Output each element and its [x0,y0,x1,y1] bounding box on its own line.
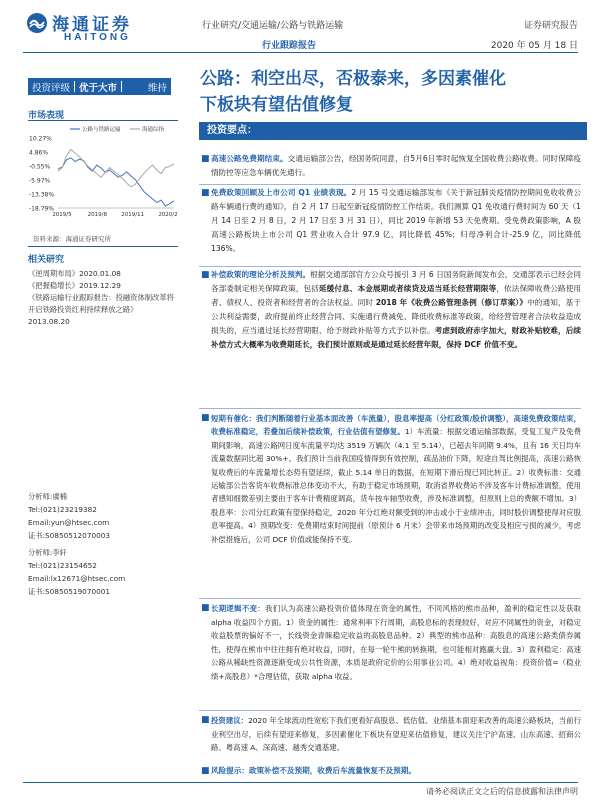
analyst-email[interactable]: Email:yun@htsec.com [28,518,110,527]
related-item[interactable]: 《把握稳增长》2019.12.29 [28,281,121,290]
analyst-name: 分析师:虞楠 [28,492,67,501]
bullet-icon: ■ [201,603,210,613]
x-tick-label: 2019/8 [87,212,108,218]
point-body: 交通运输部公告，经国务院同意，自5月6日零时起恢复全国收费公路收费。同时保障疫情防控等应急车辆优先通行。 [211,154,581,177]
x-tick-label: 2020/2 [158,212,178,218]
haitong-logo-icon [26,12,48,34]
series-line [58,150,174,187]
rating-value: 优于大市 [79,82,118,94]
side-divider [28,120,178,121]
point-emphasis: 考虑到政府赤字加大，财政补贴较难，后续补偿方式大概率为收费期延长，我们预计原则或是通过延长经营年限，保持 DCF 价值不变。 [211,326,581,349]
point-divider [199,598,581,599]
analyst-tel: Tel:(021)23154652 [28,561,97,570]
point-heading: 短期有催化：我们判断随着行业基本面改善（车流量），股息率提高（分红政策/股价调整），高速免费政策结束，收费标准稳定，若叠加后续补偿政策，行业估值有望修复。 [211,414,581,437]
related-research-title: 相关研究 [28,255,65,265]
legend-label: 海通综指 [142,127,165,133]
x-tick-label: 2019/11 [121,212,145,218]
point-heading: 长期逻辑不变： [211,604,266,613]
y-tick-label: -0.55% [29,163,51,171]
y-tick-label: -5.97% [29,177,51,185]
rating-status: 维持 [147,82,167,94]
brand-name-en: HAITONG [64,32,131,43]
side-divider [28,246,178,247]
footer-divider [23,782,578,783]
risk-warning: 风险提示：政策补偿不及预期，收费后车流量恢复不及预期。 [211,766,417,775]
report-date: 2020 年 05 月 18 日 [490,41,578,51]
bullet-icon: ■ [201,766,210,776]
brand-name-cn: 海通证券 [52,15,132,35]
point-body: 2020 年全球流动性宽松下我们更看好高股息、低估值、业绩基本面迎来改善的高速公路板块，当前行业利空出尽，后续有望迎来修复，多因素催化下板块有望迎来估值修复，建议关注宁沪高速、山东高速、招商公路、粤高速 A、深高速、越秀交通基建。 [211,716,581,753]
market-performance-title: 市场表现 [28,111,65,121]
key-point [199,412,581,546]
report-title-line: 下板块有望估值修复 [200,95,353,115]
point-heading: 补偿政策的理论分析及预判。 [211,270,311,279]
analyst-cert: 证书:S0850519070001 [28,587,111,596]
x-tick-label: 2019/5 [52,212,72,218]
bullet-icon: ■ [201,413,210,423]
point-body: 中的通知，基于公共利益需要，政府提前终止经营合同、实施通行费减免、降低收费标准等政策，给经营管理者合法收益造成损失的，应当通过延长经营期限、给予财政补贴等方式予以补偿。 [211,298,581,335]
footer-disclaimer: 请务必阅读正文之后的信息披露和法律声明 [426,787,578,796]
header-divider [23,52,578,53]
report-type: 证券研究报告 [523,21,578,31]
point-body: 1）车流量：根据交通运输部数据，受复工复产及免费期间影响，高速公路网日度车流量平均达 3519 万辆次（4.1 至 5.14），已超去年同期 9.4%，且有 16 天日均车流量数据同比超 30%+。我们预计当前我国疫情得到有效控制，疏品油价下降，短途自驾比例提高，高速公路恢复收费后的车流量增长态势有望延续，截止 5.14 单日的数据，在短期下滑后现已同比转正。2）收费标准：交通运输部公告客货车收费标准总体变动不大，有助于稳定市场预期，取消省界收费站不涉及客车计费标准调整，使用者感知细微差别主要由于客车计费精度调高，货车按车轴型收费，涉及标准调整，但原则上总的费额不增加。3）股息率：公司分红政策有望保持稳定，2020 年分红绝对额受到的冲击或小于业绩冲击，同时股价调整使得对应股息率提高。4）预期改变：免费期结束时间提前（原预计 6 月末）会带来市场预期的改变及相应亏损的减少，考虑补偿措施后，公司 DCF 价值或能保持不变。 [211,427,581,544]
analyst-tel: Tel:(021)23219382 [28,505,97,514]
related-research-list [28,268,178,328]
point-divider [199,266,581,267]
key-point [199,764,581,778]
point-heading: 高速公路免费期结束。 [211,154,288,163]
point-body: 根据交通部部官方公众号援引 3 月 6 日国务院新闻发布会，交通部表示已经会同各部委制定相关保障政策，包括 [211,270,581,293]
analyst-name: 分析师:李轩 [28,548,67,557]
legend-label: 公路与铁路运输 [82,127,121,133]
doc-type: 行业跟踪报告 [262,41,317,51]
y-tick-label: -18.79% [29,205,55,213]
related-item[interactable]: 《铁路运输行业跟踪报告：投融资体制改革将开启铁路投资红利持续释放之路》2013.08.20 [28,293,174,326]
key-point [199,152,581,180]
chart-source: 资料来源：海通证券研究所 [33,235,111,243]
rating-separator [121,81,122,92]
point-emphasis: 延缓付息、本金展期或者续贷及适当延长经营期限等 [318,284,497,293]
analyst-cert: 证书:S0850512070003 [28,531,111,540]
key-point [199,714,581,755]
related-item[interactable]: 《逆周期布局》2020.01.08 [28,269,121,278]
report-title-line: 公路：利空出尽，否极泰来，多因素催化 [200,69,506,89]
analyst-email[interactable]: Email:lx12671@htsec.com [28,574,126,583]
point-body: 我们认为高速公路投资价值体现在资金的属性，不同风格的熊市品种，盈利的稳定性以及获取 alpha 收益四个方面。1）资金的属性：通常利率下行周期，高股息标的表现较好，对应不同属性的资金，对稳定收益股票的偏好不一，长线资金青睐稳定收益的高股息品种。2）典型的熊市品种：高股息的高速公路类债券属性，使得在熊市中往往拥有绝对收益，同时，在每一轮牛熊的转换期，也可能相对跑赢大盘。3）盈利稳定：高速公路从稀缺性资源逐渐变成公共性资源，本质是政府定价的公用事业公司。4）绝对收益视角：投资价值=（稳业绩+高股息）*合理估值，获取 alpha 收益。 [211,604,581,681]
bullet-icon: ■ [201,154,210,164]
y-tick-label: -13.38% [29,191,55,199]
rating-label: 投资评级 [32,82,71,94]
bullet-icon: ■ [201,188,210,198]
point-heading: 投资建议： [211,716,249,725]
key-point [199,186,581,256]
point-emphasis: 2018 年《收费公路管理条例（修订草案）》 [375,298,528,307]
key-points-header: 投资要点： [199,122,587,140]
report-title [200,66,585,118]
bullet-icon: ■ [201,715,210,725]
analyst-card [28,490,178,542]
point-body: 2 月 15 号交通运输部发布《关于新冠肺炎疫情防控期间免收收费公路车辆通行费的通知》，自 2 月 17 日起至新冠疫情防控工作结束。我们测算 Q1 免收通行费时间为 60 天（1 月 14 日至 2 月 8 日，2 月 17 日至 3 月 31 日），同比 2019 年新增 53 天免费期。受免费政策影响，A 股高速公路板块上市公司 Q1 营业收入合计 97.9 亿，同比降低 45%；归母净利合计-25.9 亿，同比降低 136%。 [211,188,581,253]
point-divider [199,710,581,711]
point-body: ，依法保障收费公路使用者、债权人、投资者和经营者的合法权益。同时 [211,284,582,307]
breadcrumb: 行业研究/交通运输/公路与铁路运输 [202,21,344,31]
analyst-card [28,546,178,598]
rating-bar [28,78,171,95]
key-point [199,602,581,684]
key-point [199,268,581,352]
y-tick-label: 4.86% [29,149,49,157]
market-performance-chart [28,124,178,224]
series-line [58,158,174,206]
bullet-icon: ■ [201,270,210,280]
point-divider [199,408,581,409]
point-divider [199,184,581,185]
point-heading: 免费政策回顾及上市公司 Q1 业绩表现。 [211,188,352,197]
y-tick-label: 10.27% [29,135,52,143]
